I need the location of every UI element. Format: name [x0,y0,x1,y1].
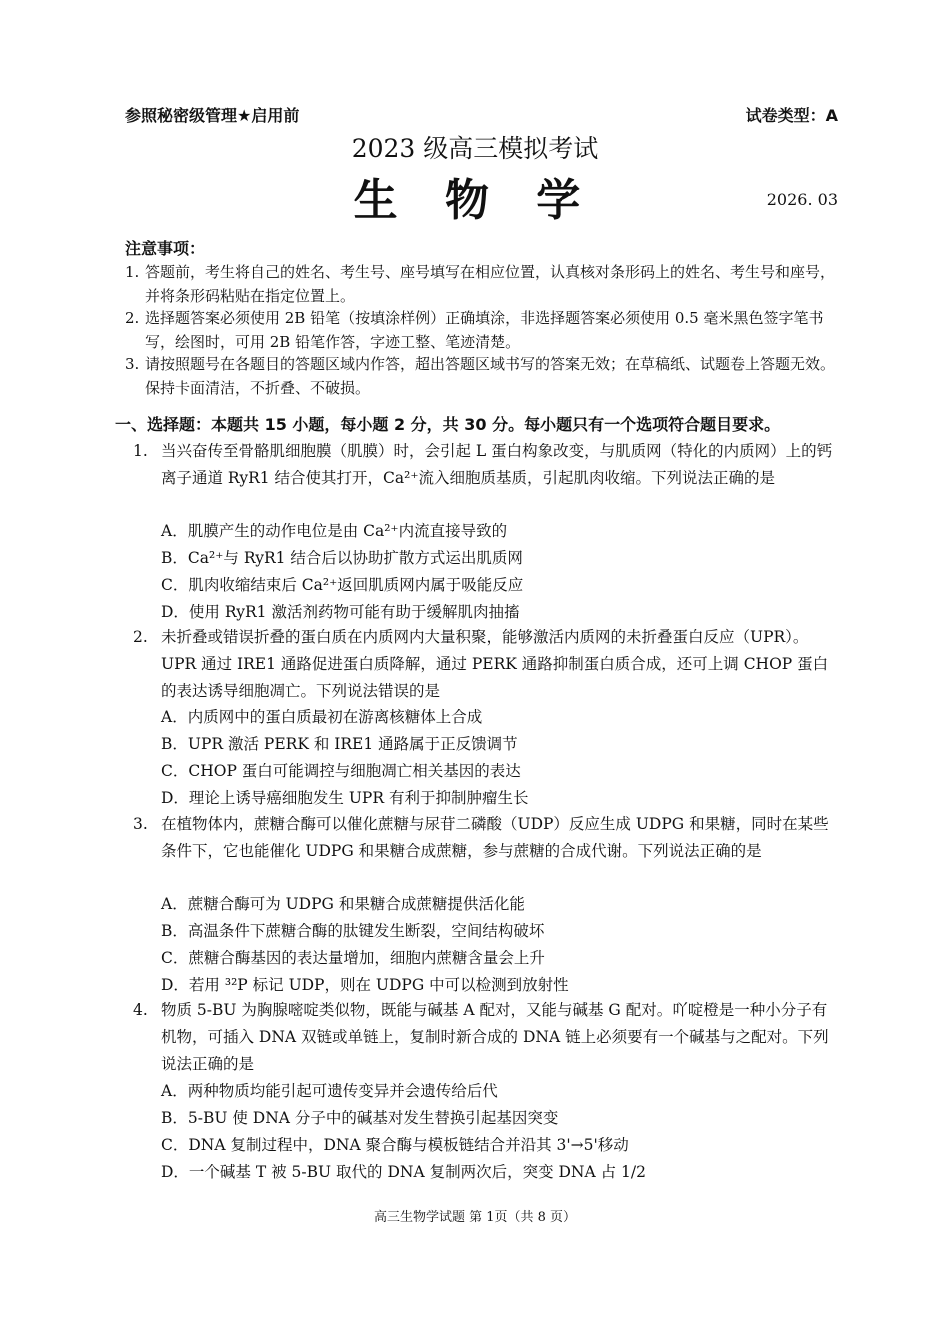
question-stem [133,438,845,492]
question-number: 1. [133,442,148,460]
paper-type-label: 试卷类型：A [745,106,838,125]
question-option: B．Ca²⁺与 RyR1 结合后以协助扩散方式运出肌质网 [161,549,523,567]
notice-item [125,352,845,400]
question-stem [133,811,845,865]
confidentiality-label: 参照秘密级管理★启用前 [125,106,300,125]
question-text: 当兴奋传至骨骼肌细胞膜（肌膜）时，会引起 L 蛋白构象改变，与肌质网（特化的内质网）上的钙离子通道 RyR1 结合使其打开，Ca²⁺流入细胞质基质，引起肌肉收缩。下列说法正确的是 [161,442,833,487]
notice-item [125,306,845,354]
question-text: 在植物体内，蔗糖合酶可以催化蔗糖与尿苷二磷酸（UDP）反应生成 UDPG 和果糖，同时在某些条件下，它也能催化 UDPG 和果糖合成蔗糖，参与蔗糖的合成代谢。下列说法正确的是 [161,815,829,860]
question-text: 物质 5-BU 为胸腺嘧啶类似物，既能与碱基 A 配对，又能与碱基 G 配对。吖啶橙是一种小分子有机物，可插入 DNA 双链或单链上，复制时新合成的 DNA 链上必须要有一个碱基与之配对。下列说法正确的是 [161,1001,829,1073]
question-option: A．两种物质均能引起可遗传变异并会遗传给后代 [161,1082,498,1100]
notice-item-number: 3. [125,355,140,373]
exam-title: 2023 级高三模拟考试 [351,134,599,163]
notice-item-text: 选择题答案必须使用 2B 铅笔（按填涂样例）正确填涂，非选择题答案必须使用 0.5 毫米黑色签字笔书写，绘图时，可用 2B 铅笔作答，字迹工整、笔迹清楚。 [145,309,824,351]
question-number: 4. [133,1001,148,1019]
question-option: C．肌肉收缩结束后 Ca²⁺返回肌质网内属于吸能反应 [161,576,524,594]
notice-item-text: 答题前，考生将自己的姓名、考生号、座号填写在相应位置，认真核对条形码上的姓名、考生号和座号，并将条形码粘贴在指定位置上。 [145,263,836,305]
question-option: A．蔗糖合酶可为 UDPG 和果糖合成蔗糖提供活化能 [161,895,525,913]
question-number: 2. [133,628,148,646]
question-option: C．DNA 复制过程中，DNA 聚合酶与模板链结合并沿其 3'→5'移动 [161,1136,629,1154]
notice-item [125,260,845,308]
question-option: B．UPR 激活 PERK 和 IRE1 通路属于正反馈调节 [161,735,518,753]
question-option: B．高温条件下蔗糖合酶的肽键发生断裂，空间结构破坏 [161,922,545,940]
question-stem [133,997,845,1078]
section-title: 一、选择题：本题共 15 小题，每小题 2 分，共 30 分。每小题只有一个选项符合题目要求。 [115,415,781,434]
subject-title: 生 物 学 [353,175,597,226]
question-option: C．CHOP 蛋白可能调控与细胞凋亡相关基因的表达 [161,762,521,780]
notice-title: 注意事项： [125,239,206,258]
notice-item-number: 1. [125,263,140,281]
question-text: 未折叠或错误折叠的蛋白质在内质网内大量积聚，能够激活内质网的未折叠蛋白反应（UPR）。UPR 通过 IRE1 通路促进蛋白质降解，通过 PERK 通路抑制蛋白质合成，还可上调 CHOP 蛋白的表达诱导细胞凋亡。下列说法错误的是 [161,628,829,700]
question-option: D．一个碱基 T 被 5-BU 取代的 DNA 复制两次后，突变 DNA 占 1/2 [161,1163,646,1181]
question-option: D．理论上诱导癌细胞发生 UPR 有利于抑制肿瘤生长 [161,789,529,807]
notice-item-text: 请按照题号在各题目的答题区域内作答，超出答题区域书写的答案无效；在草稿纸、试题卷上答题无效。保持卡面清洁，不折叠、不破损。 [145,355,836,397]
page-footer: 高三生物学试题 第 1页（共 8 页） [373,1210,577,1225]
question-option: A．肌膜产生的动作电位是由 Ca²⁺内流直接导致的 [161,522,508,540]
question-option: D．若用 ³²P 标记 UDP，则在 UDPG 中可以检测到放射性 [161,976,569,994]
question-option: A．内质网中的蛋白质最初在游离核糖体上合成 [161,708,483,726]
notice-item-number: 2. [125,309,140,327]
exam-date: 2026. 03 [766,190,838,209]
question-stem [133,624,845,705]
question-option: D．使用 RyR1 激活剂药物可能有助于缓解肌肉抽搐 [161,603,520,621]
question-option: B．5-BU 使 DNA 分子中的碱基对发生替换引起基因突变 [161,1109,559,1127]
question-option: C．蔗糖合酶基因的表达量增加，细胞内蔗糖含量会上升 [161,949,545,967]
question-number: 3. [133,815,148,833]
